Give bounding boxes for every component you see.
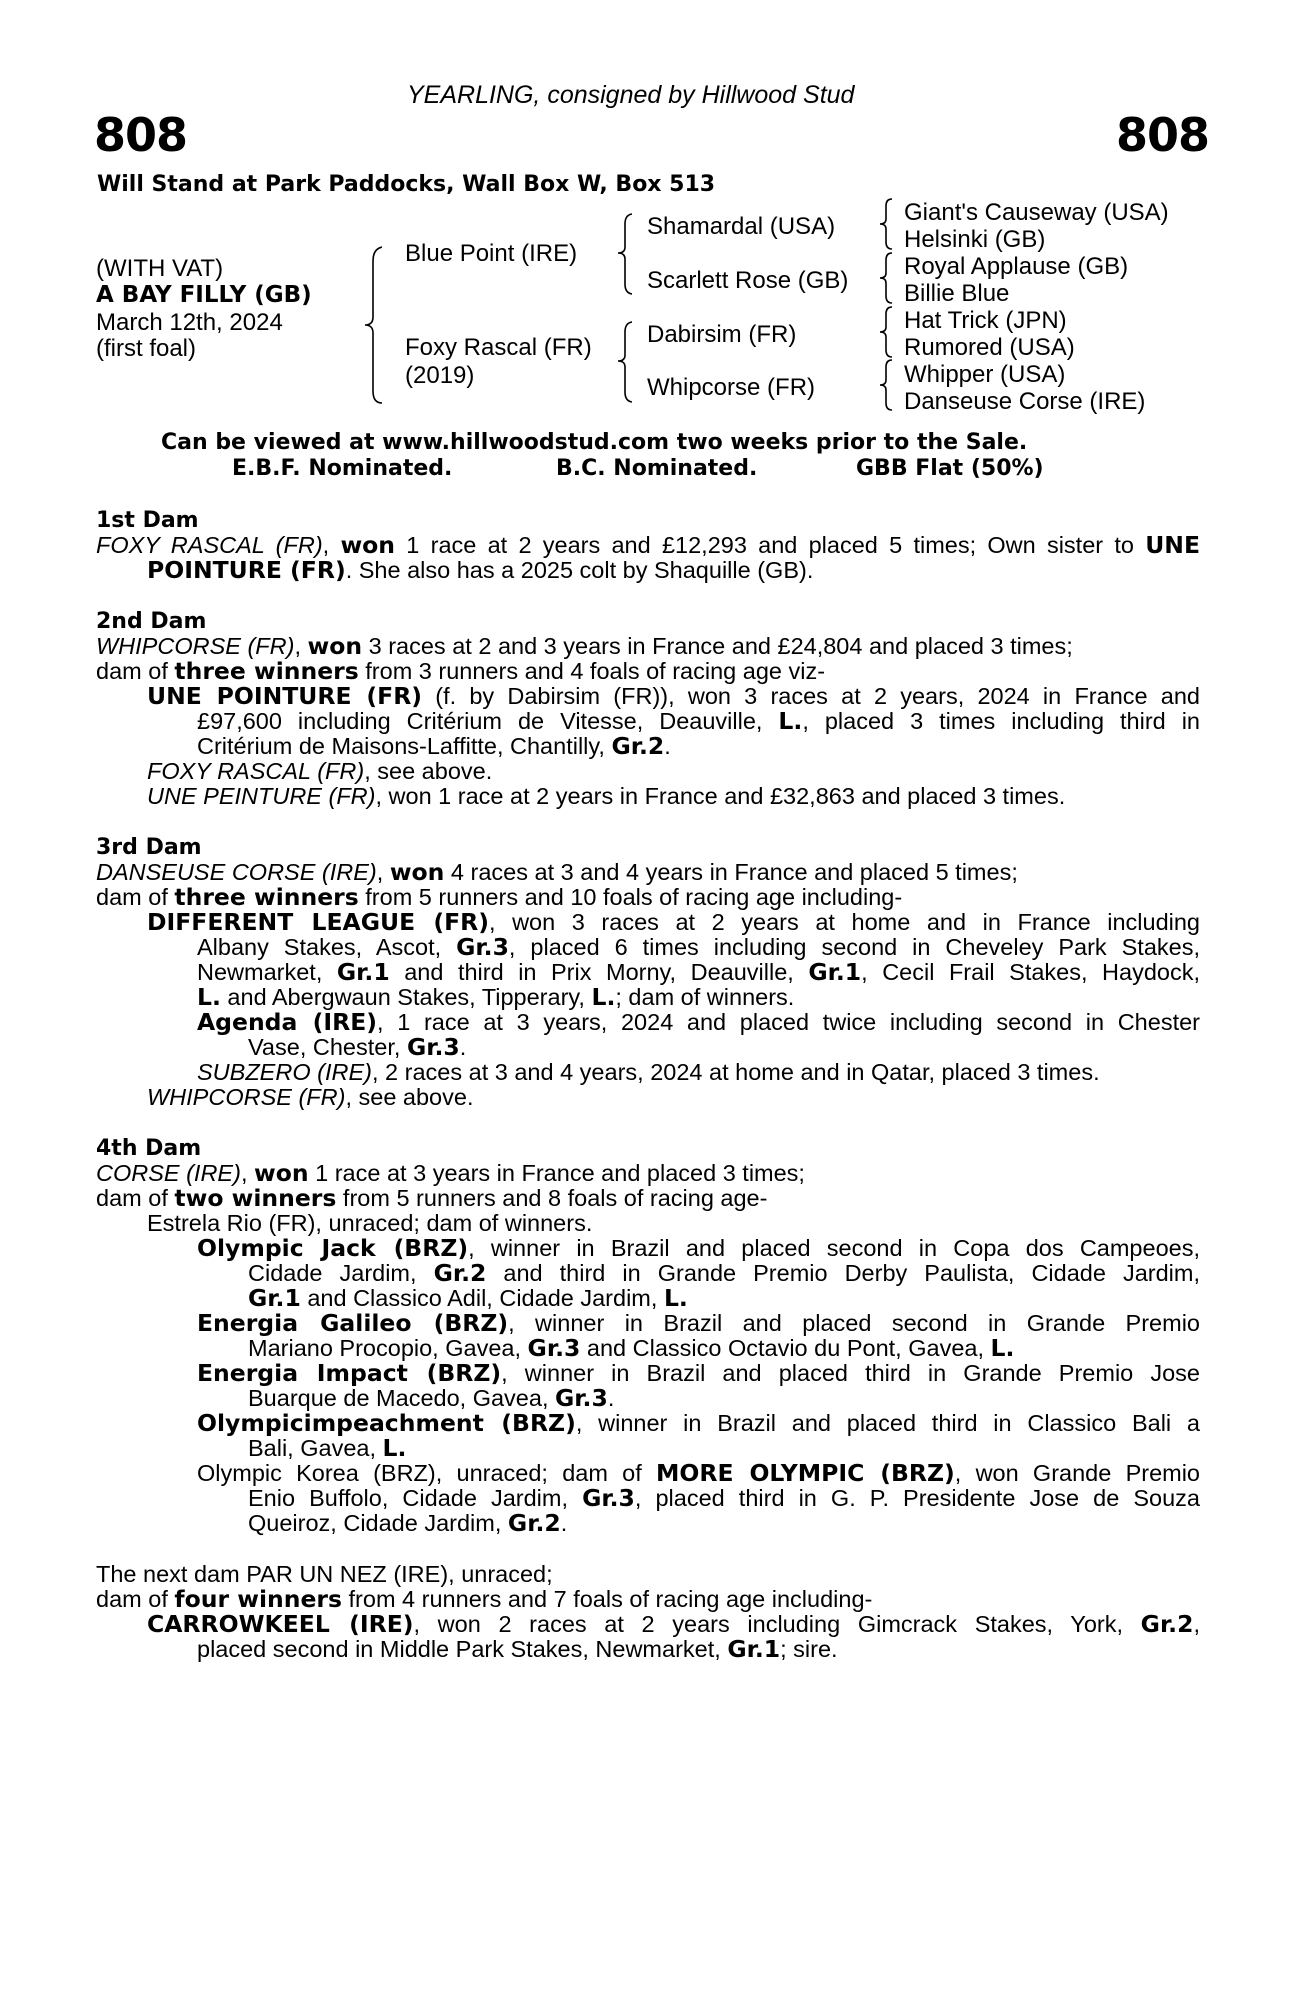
pedigree-brace-sire [614,212,640,296]
sire-sire: Shamardal (USA) [647,213,836,240]
fourth-dam-line-1: CORSE (IRE), won 1 race at 3 years in France and placed 3 times; [96,1159,805,1187]
olympic-korea-line-3: Queiroz, Cidade Jardim, Gr.2. [248,1509,568,1537]
agenda-line-2: Vase, Chester, Gr.3. [248,1033,467,1061]
subzero-line: SUBZERO (IRE), 2 races at 3 and 4 years, 2024 at home and in Qatar, placed 3 times. [197,1059,1100,1085]
carrowkeel-line-1: CARROWKEEL (IRE), won 2 races at 2 years including Gimcrack Stakes, York, Gr.2, [147,1610,1200,1638]
bc-nominated: B.C. Nominated. [556,456,758,481]
third-dam-line-2: dam of three winners from 5 runners and 10 foals of racing age including- [96,883,903,911]
pedigree-brace-main [360,245,390,405]
ebf-nominated: E.B.F. Nominated. [232,456,453,481]
fourth-dam-line-2: dam of two winners from 5 runners and 8 foals of racing age- [96,1184,768,1212]
pedigree-brace-g3-4 [876,358,898,412]
agenda-line-1: Agenda (IRE), 1 race at 3 years, 2024 and placed twice including second in Chester [197,1008,1200,1036]
sire: Blue Point (IRE) [405,240,578,267]
fourth-dam-heading: 4th Dam [96,1136,202,1161]
pedigree-brace-dam [614,320,640,404]
third-dam-heading: 3rd Dam [96,835,202,860]
g3-billie-blue: Billie Blue [904,280,1010,307]
une-peinture-line: UNE PEINTURE (FR), won 1 race at 2 years in France and £32,863 and placed 3 times. [147,783,1066,809]
carrowkeel-line-2: placed second in Middle Park Stakes, Newmarket, Gr.1; sire. [197,1635,838,1663]
vat-note: (WITH VAT) [96,255,224,282]
different-league-line-3: Newmarket, Gr.1 and third in Prix Morny, Deauville, Gr.1, Cecil Frail Stakes, Haydock, [197,958,1201,986]
first-dam-heading: 1st Dam [96,508,199,533]
date-of-birth: March 12th, 2024 [96,309,283,336]
olympic-jack-line-2: Cidade Jardim, Gr.2 and third in Grande Premio Derby Paulista, Cidade Jardim, [248,1259,1201,1287]
energia-galileo-line-2: Mariano Procopio, Gavea, Gr.3 and Classico Octavio du Pont, Gavea, L. [248,1334,1015,1362]
energia-impact-line-1: Energia Impact (BRZ), winner in Brazil and placed third in Grande Premio Jose [197,1359,1200,1387]
lot-number-left: 808 [94,108,188,162]
pedigree-brace-g3-1 [876,197,898,251]
g3-rumored: Rumored (USA) [904,334,1075,361]
energia-galileo-line-1: Energia Galileo (BRZ), winner in Brazil and placed second in Grande Premio [197,1309,1200,1337]
estrela-rio-line: Estrela Rio (FR), unraced; dam of winners. [147,1210,593,1236]
g3-royal-applause: Royal Applause (GB) [904,253,1129,280]
olympic-jack-line-1: Olympic Jack (BRZ), winner in Brazil and placed second in Copa dos Campeoes, [197,1234,1200,1262]
energia-impact-line-2: Buarque de Macedo, Gavea, Gr.3. [248,1384,615,1412]
second-dam-line-2: dam of three winners from 3 runners and 4 foals of racing age viz- [96,657,826,685]
next-dam-line-2: dam of four winners from 4 runners and 7 foals of racing age including- [96,1585,873,1613]
olympic-korea-line-1: Olympic Korea (BRZ), unraced; dam of MORE OLYMPIC (BRZ), won Grande Premio [197,1459,1201,1487]
foal-note: (first foal) [96,335,197,362]
olympic-jack-line-3: Gr.1 and Classico Adil, Cidade Jardim, L. [248,1284,688,1312]
dam-year: (2019) [405,362,475,389]
lot-number-right: 808 [1116,108,1210,162]
second-dam-line-1: WHIPCORSE (FR), won 3 races at 2 and 3 years in France and £24,804 and placed 3 times; [96,632,1073,660]
gbb-flat: GBB Flat (50%) [856,456,1044,481]
une-pointure-line-3: Critérium de Maisons-Laffitte, Chantilly, Gr.2. [197,732,671,760]
g3-hat-trick: Hat Trick (JPN) [904,307,1067,334]
second-dam-heading: 2nd Dam [96,609,207,634]
different-league-line-4: L. and Abergwaun Stakes, Tipperary, L.; dam of winners. [197,983,795,1011]
dam: Foxy Rascal (FR) [405,334,592,361]
whipcorse-see-above: WHIPCORSE (FR), see above. [147,1084,474,1110]
sire-dam: Scarlett Rose (GB) [647,267,849,294]
foxy-see-above: FOXY RASCAL (FR), see above. [147,758,493,784]
viewing-notice: Can be viewed at www.hillwoodstud.com two weeks prior to the Sale. [161,430,1028,455]
different-league-line-1: DIFFERENT LEAGUE (FR), won 3 races at 2 years at home and in France including [147,908,1200,936]
g3-helsinki: Helsinki (GB) [904,226,1046,253]
g3-giants-causeway: Giant's Causeway (USA) [904,199,1169,226]
third-dam-line-1: DANSEUSE CORSE (IRE), won 4 races at 3 and 4 years in France and placed 5 times; [96,858,1018,886]
different-league-line-2: Albany Stakes, Ascot, Gr.3, placed 6 times including second in Cheveley Park Stakes, [197,933,1200,961]
first-dam-line-2: POINTURE (FR). She also has a 2025 colt by Shaquille (GB). [147,556,814,584]
stable-location: Will Stand at Park Paddocks, Wall Box W, Box 513 [97,172,716,197]
g3-danseuse-corse: Danseuse Corse (IRE) [904,388,1146,415]
horse-name: A BAY FILLY (GB) [96,282,312,308]
dam-sire: Dabirsim (FR) [647,321,797,348]
next-dam-line-1: The next dam PAR UN NEZ (IRE), unraced; [96,1561,553,1587]
une-pointure-line-1: UNE POINTURE (FR) (f. by Dabirsim (FR)), won 3 races at 2 years, 2024 in France and [147,682,1200,710]
g3-whipper: Whipper (USA) [904,361,1066,388]
olympic-korea-line-2: Enio Buffolo, Cidade Jardim, Gr.3, placed third in G. P. Presidente Jose de Souza [248,1484,1200,1512]
dam-dam: Whipcorse (FR) [647,374,816,401]
olympicimpeachment-line-1: Olympicimpeachment (BRZ), winner in Brazil and placed third in Classico Bali a [197,1409,1200,1437]
pedigree-brace-g3-2 [876,251,898,305]
first-dam-line-1: FOXY RASCAL (FR), won 1 race at 2 years and £12,293 and placed 5 times; Own sister to UNE [96,531,1201,559]
olympicimpeachment-line-2: Bali, Gavea, L. [248,1434,407,1462]
consignment-line: YEARLING, consigned by Hillwood Stud [407,81,855,109]
une-pointure-line-2: £97,600 including Critérium de Vitesse, Deauville, L., placed 3 times including third in [197,707,1200,735]
pedigree-brace-g3-3 [876,305,898,359]
